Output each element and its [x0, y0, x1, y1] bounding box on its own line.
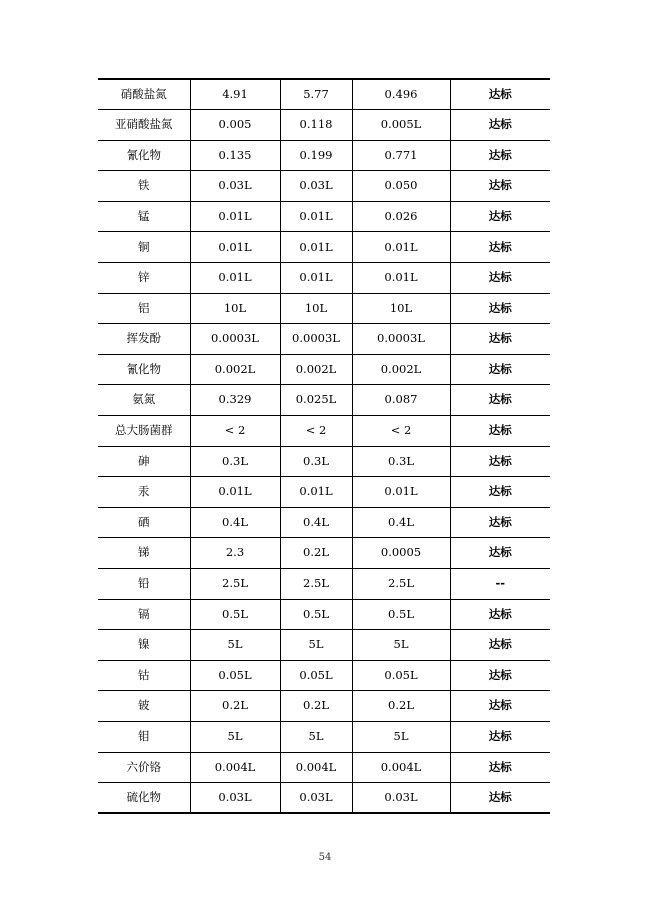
result-cell: 达标: [450, 140, 550, 171]
table-row: [98, 171, 550, 202]
value-cell-3: 0.2L: [352, 691, 450, 722]
value-cell-1: 0.005: [190, 110, 280, 141]
value-cell-3: < 2: [352, 416, 450, 447]
result-cell: 达标: [450, 660, 550, 691]
value-cell-3: 0.5L: [352, 599, 450, 630]
result-cell: 达标: [450, 446, 550, 477]
parameter-name-cell: 氰化物: [98, 140, 190, 171]
value-cell-3: 0.4L: [352, 507, 450, 538]
value-cell-1: 10L: [190, 293, 280, 324]
value-cell-1: 5L: [190, 721, 280, 752]
value-cell-3: 0.05L: [352, 660, 450, 691]
table-row: [98, 263, 550, 294]
parameter-name-cell: 锌: [98, 263, 190, 294]
result-cell: 达标: [450, 385, 550, 416]
value-cell-3: 0.0005: [352, 538, 450, 569]
value-cell-1: 0.5L: [190, 599, 280, 630]
parameter-name-cell: 铝: [98, 293, 190, 324]
table-row: [98, 507, 550, 538]
value-cell-3: 0.050: [352, 171, 450, 202]
value-cell-2: 0.01L: [280, 263, 352, 294]
value-cell-3: 0.771: [352, 140, 450, 171]
value-cell-2: 0.5L: [280, 599, 352, 630]
value-cell-3: 0.01L: [352, 477, 450, 508]
value-cell-2: 0.4L: [280, 507, 352, 538]
parameter-name-cell: 锑: [98, 538, 190, 569]
value-cell-1: 5L: [190, 630, 280, 661]
value-cell-1: 0.01L: [190, 263, 280, 294]
value-cell-3: 0.496: [352, 79, 450, 110]
result-cell: 达标: [450, 354, 550, 385]
value-cell-3: 0.0003L: [352, 324, 450, 355]
parameter-name-cell: 镍: [98, 630, 190, 661]
value-cell-2: 0.199: [280, 140, 352, 171]
parameter-name-cell: 六价铬: [98, 752, 190, 783]
result-cell: 达标: [450, 721, 550, 752]
table-row: [98, 538, 550, 569]
table-row: [98, 324, 550, 355]
parameter-name-cell: 挥发酚: [98, 324, 190, 355]
value-cell-2: 5L: [280, 721, 352, 752]
value-cell-3: 10L: [352, 293, 450, 324]
value-cell-3: 2.5L: [352, 569, 450, 600]
parameter-name-cell: 氰化物: [98, 354, 190, 385]
value-cell-2: 0.05L: [280, 660, 352, 691]
table-row: [98, 691, 550, 722]
parameter-name-cell: 钴: [98, 660, 190, 691]
value-cell-2: 0.0003L: [280, 324, 352, 355]
parameter-name-cell: 硝酸盐氮: [98, 79, 190, 110]
value-cell-2: 0.01L: [280, 201, 352, 232]
value-cell-1: 0.135: [190, 140, 280, 171]
value-cell-2: 0.002L: [280, 354, 352, 385]
value-cell-2: 2.5L: [280, 569, 352, 600]
result-cell: --: [450, 569, 550, 600]
water-quality-table: [98, 78, 550, 814]
value-cell-2: 0.3L: [280, 446, 352, 477]
parameter-name-cell: 铅: [98, 569, 190, 600]
value-cell-2: 5.77: [280, 79, 352, 110]
value-cell-3: 0.03L: [352, 783, 450, 814]
page-number: 54: [318, 852, 332, 863]
parameter-name-cell: 铍: [98, 691, 190, 722]
result-cell: 达标: [450, 752, 550, 783]
value-cell-2: 10L: [280, 293, 352, 324]
result-cell: 达标: [450, 263, 550, 294]
value-cell-2: 5L: [280, 630, 352, 661]
table-row: [98, 752, 550, 783]
value-cell-2: 0.025L: [280, 385, 352, 416]
value-cell-2: 0.2L: [280, 691, 352, 722]
result-cell: 达标: [450, 110, 550, 141]
value-cell-3: 5L: [352, 630, 450, 661]
value-cell-1: 0.4L: [190, 507, 280, 538]
table-row: [98, 232, 550, 263]
value-cell-3: 5L: [352, 721, 450, 752]
value-cell-1: 0.329: [190, 385, 280, 416]
table-row: [98, 660, 550, 691]
value-cell-1: 0.01L: [190, 477, 280, 508]
table-row: [98, 630, 550, 661]
parameter-name-cell: 钼: [98, 721, 190, 752]
result-cell: 达标: [450, 201, 550, 232]
table-row: [98, 416, 550, 447]
parameter-name-cell: 铜: [98, 232, 190, 263]
table-body: [98, 79, 550, 813]
value-cell-1: 0.004L: [190, 752, 280, 783]
value-cell-3: 0.004L: [352, 752, 450, 783]
result-cell: 达标: [450, 783, 550, 814]
result-cell: 达标: [450, 599, 550, 630]
result-cell: 达标: [450, 477, 550, 508]
value-cell-2: 0.03L: [280, 171, 352, 202]
result-cell: 达标: [450, 507, 550, 538]
value-cell-2: 0.01L: [280, 232, 352, 263]
result-cell: 达标: [450, 630, 550, 661]
parameter-name-cell: 汞: [98, 477, 190, 508]
value-cell-2: 0.2L: [280, 538, 352, 569]
value-cell-3: 0.005L: [352, 110, 450, 141]
table-row: [98, 477, 550, 508]
value-cell-1: 4.91: [190, 79, 280, 110]
result-cell: 达标: [450, 324, 550, 355]
value-cell-1: 0.3L: [190, 446, 280, 477]
value-cell-1: 0.2L: [190, 691, 280, 722]
table-row: [98, 599, 550, 630]
value-cell-1: 0.03L: [190, 171, 280, 202]
parameter-name-cell: 亚硝酸盐氮: [98, 110, 190, 141]
value-cell-2: 0.03L: [280, 783, 352, 814]
value-cell-1: 0.01L: [190, 201, 280, 232]
value-cell-1: 2.3: [190, 538, 280, 569]
result-cell: 达标: [450, 232, 550, 263]
value-cell-3: 0.087: [352, 385, 450, 416]
table-row: [98, 385, 550, 416]
table-row: [98, 721, 550, 752]
table-row: [98, 293, 550, 324]
value-cell-1: 2.5L: [190, 569, 280, 600]
value-cell-1: 0.002L: [190, 354, 280, 385]
value-cell-1: 0.0003L: [190, 324, 280, 355]
value-cell-1: 0.05L: [190, 660, 280, 691]
result-cell: 达标: [450, 293, 550, 324]
table-row: [98, 446, 550, 477]
parameter-name-cell: 总大肠菌群: [98, 416, 190, 447]
parameter-name-cell: 氨氮: [98, 385, 190, 416]
table-row: [98, 110, 550, 141]
parameter-name-cell: 镉: [98, 599, 190, 630]
value-cell-2: 0.004L: [280, 752, 352, 783]
table-row: [98, 569, 550, 600]
table-row: [98, 201, 550, 232]
value-cell-1: < 2: [190, 416, 280, 447]
table-row: [98, 354, 550, 385]
value-cell-3: 0.026: [352, 201, 450, 232]
table-row: [98, 783, 550, 814]
parameter-name-cell: 铁: [98, 171, 190, 202]
parameter-name-cell: 砷: [98, 446, 190, 477]
parameter-name-cell: 锰: [98, 201, 190, 232]
value-cell-1: 0.01L: [190, 232, 280, 263]
value-cell-3: 0.002L: [352, 354, 450, 385]
parameter-name-cell: 硒: [98, 507, 190, 538]
result-cell: 达标: [450, 691, 550, 722]
result-cell: 达标: [450, 416, 550, 447]
result-cell: 达标: [450, 538, 550, 569]
parameter-name-cell: 硫化物: [98, 783, 190, 814]
value-cell-3: 0.01L: [352, 232, 450, 263]
result-cell: 达标: [450, 79, 550, 110]
value-cell-2: < 2: [280, 416, 352, 447]
value-cell-2: 0.01L: [280, 477, 352, 508]
value-cell-3: 0.01L: [352, 263, 450, 294]
value-cell-3: 0.3L: [352, 446, 450, 477]
table-row: [98, 79, 550, 110]
result-cell: 达标: [450, 171, 550, 202]
value-cell-2: 0.118: [280, 110, 352, 141]
table-row: [98, 140, 550, 171]
value-cell-1: 0.03L: [190, 783, 280, 814]
